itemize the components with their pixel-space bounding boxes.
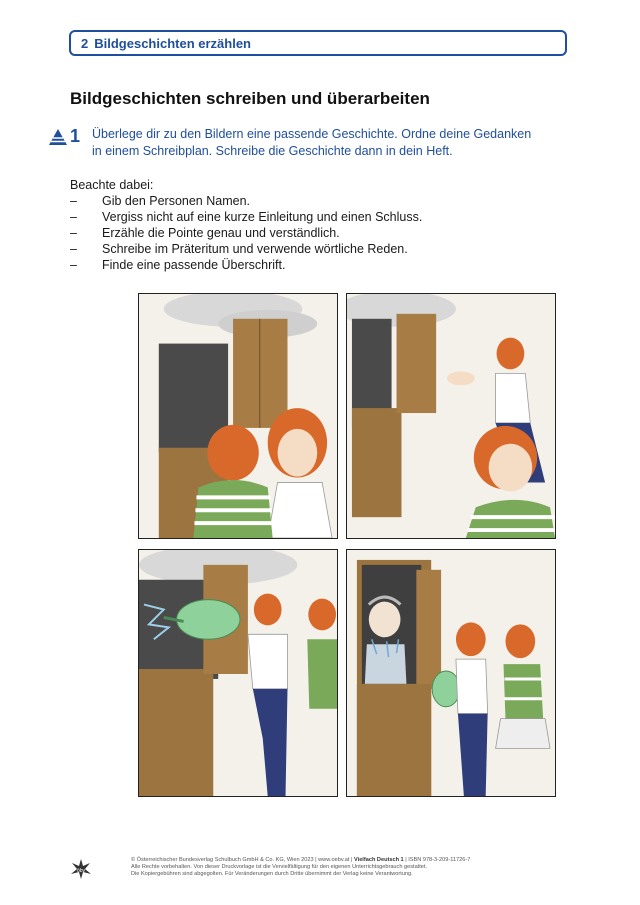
chapter-number: 2 [81, 35, 89, 51]
footer-line: © Österreichischer Bundesverlag Schulbuch GmbH & Co. KG, Wien 2023 | www.oebv.at | Vielfach Deutsch 1 | ISBN 978-3-209-11726-7 [131, 857, 471, 863]
triangle-level-icon [48, 128, 68, 146]
chapter-header [69, 30, 567, 56]
comic-strip [138, 293, 556, 797]
comic-panel-2 [346, 293, 556, 539]
chapter-title: Bildgeschichten erzählen [94, 35, 251, 51]
footer-line: Alle Rechte vorbehalten. Von dieser Druckvorlage ist die Vervielfältigung für den eigenen Unterrichtsgebrauch gestattet. [131, 864, 428, 870]
hints-title: Beachte dabei: [70, 178, 154, 192]
task-line: in einem Schreibplan. Schreibe die Geschichte dann in dein Heft. [92, 144, 453, 158]
list-item: – Vergiss nicht auf eine kurze Einleitung und einen Schluss. [70, 210, 423, 224]
task-line: Überlege dir zu den Bildern eine passende Geschichte. Ordne deine Gedanken [92, 127, 532, 141]
comic-panel-1 [138, 293, 338, 539]
list-item: – Schreibe im Präteritum und verwende wörtliche Reden. [70, 242, 408, 256]
footer-line: Die Kopiergebühren sind abgegolten. Für Veränderungen durch Dritte übernimmt der Verlag keine Verantwortung. [131, 871, 413, 877]
logo-text: öbv [76, 868, 86, 874]
task-number: 1 [70, 126, 81, 146]
list-item: – Finde eine passende Überschrift. [70, 258, 286, 272]
footer-copyright [131, 857, 571, 878]
comic-panel-4 [346, 549, 556, 797]
hints-list [70, 177, 422, 273]
list-item: – Erzähle die Pointe genau und verständlich. [70, 226, 340, 240]
task-1 [48, 126, 578, 160]
comic-panel-3 [138, 549, 338, 797]
task-instruction [92, 126, 562, 160]
page-title: Bildgeschichten schreiben und überarbeiten [70, 89, 430, 108]
list-item: – Gib den Personen Namen. [70, 194, 251, 208]
publisher-logo-icon [70, 858, 92, 880]
